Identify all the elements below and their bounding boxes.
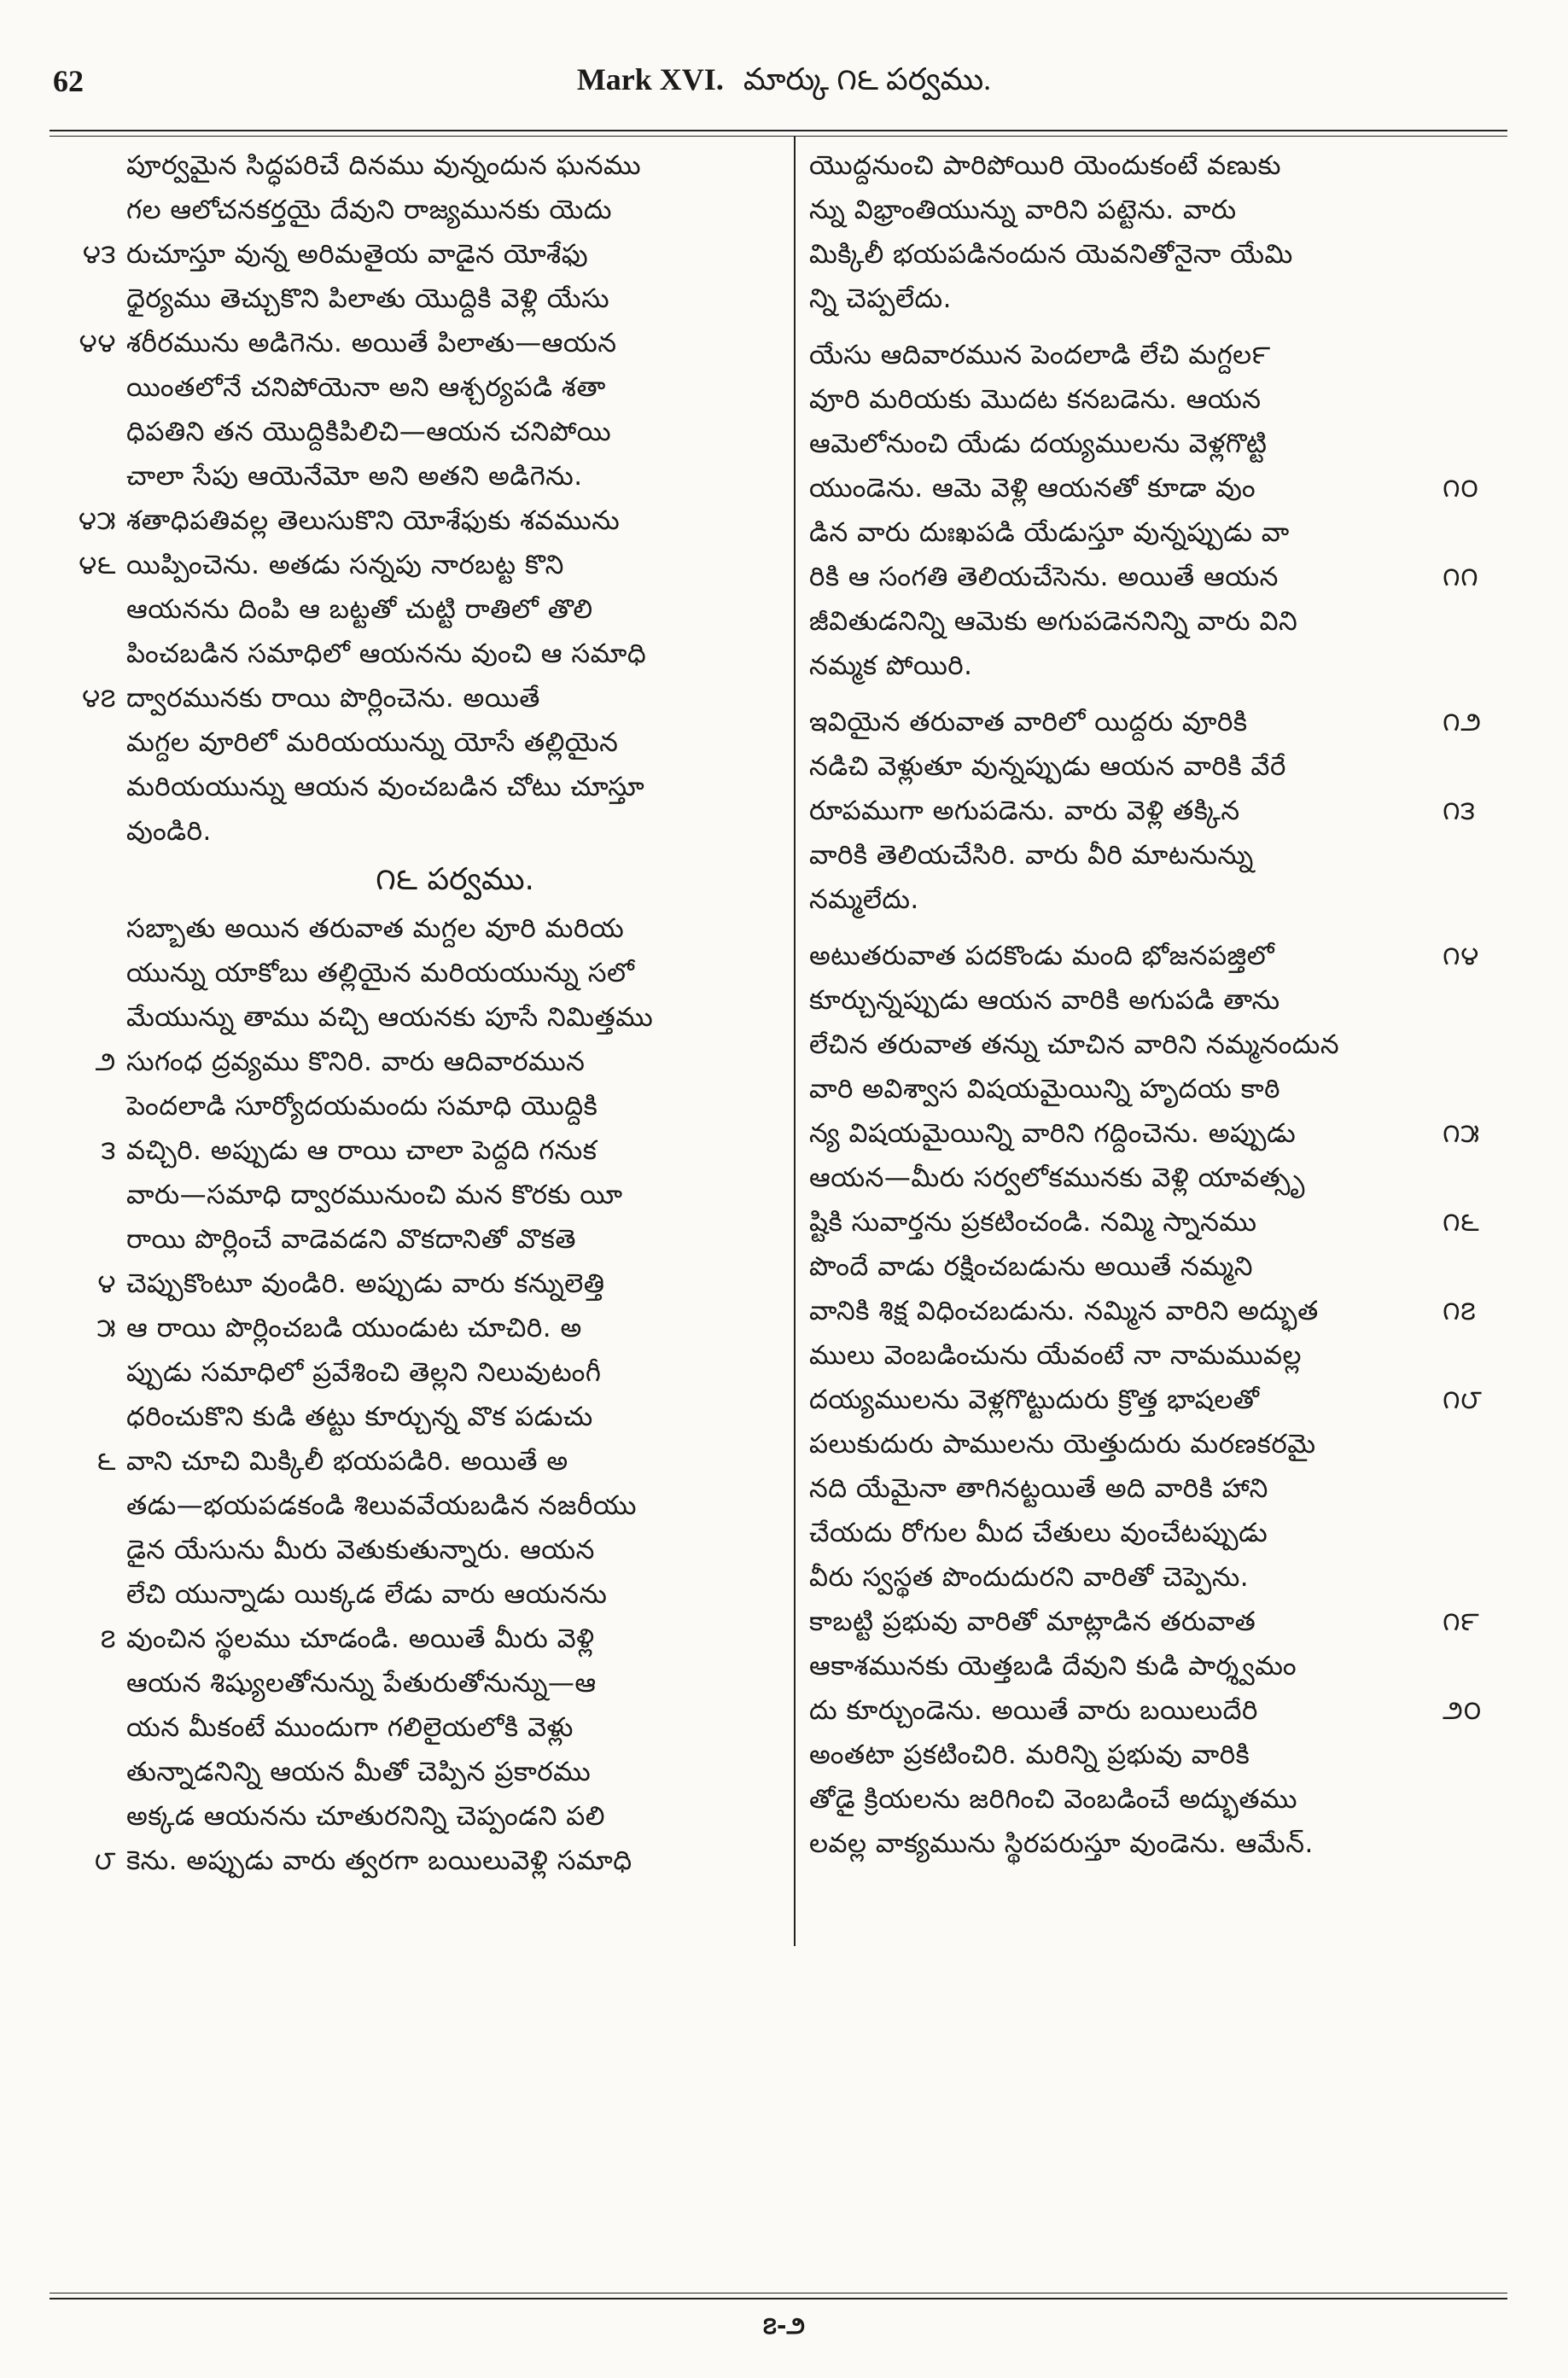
line-text: పెందలాడి సూర్యోదయమందు సమాధి యొద్దికి <box>126 1091 598 1122</box>
line-text: ఆకాశమునకు యెత్తబడి దేవుని కుడి పార్శ్వమం <box>809 1651 1297 1682</box>
line-text: ష్టికి సువార్తను ప్రకటించండి. నమ్మి స్నానము <box>809 1207 1257 1238</box>
paragraph-gap <box>809 321 1466 333</box>
text-line <box>809 232 1466 277</box>
line-text: తోడై క్రియలను జరిగించి వెంబడించే అద్భుతము <box>809 1784 1298 1815</box>
verse-number: ౪౩ <box>82 239 116 270</box>
text-line <box>809 1821 1466 1866</box>
line-text: న్ని చెప్పలేదు. <box>809 283 952 314</box>
line-text: కాబట్టి ప్రభువు వారితో మాట్లాడిన తరువాత <box>809 1606 1256 1637</box>
text-line <box>809 510 1466 555</box>
text-line <box>809 877 1466 922</box>
line-text: ఆమెలోనుంచి యేడు దయ్యములను వెళ్లగొట్టి <box>809 428 1268 459</box>
text-line <box>96 1306 784 1350</box>
text-line <box>94 1839 784 1883</box>
text-line <box>126 951 784 995</box>
line-text: జీవితుడనిన్ని ఆమెకు అగుపడెననిన్ని వారు విని <box>809 606 1298 637</box>
verse-number: ౧౬ <box>1443 1207 1480 1238</box>
text-line <box>126 587 784 632</box>
line-text: డిన వారు దుఃఖపడి యేడుస్తూ వున్నప్పుడు వా <box>809 517 1290 548</box>
line-text: దు కూర్చుండెను. అయితే వారు బయిలుదేరి <box>809 1695 1258 1726</box>
text-line <box>809 1244 1466 1289</box>
line-text: రికి ఆ సంగతి తెలియచేసెను. అయితే ఆయన <box>809 562 1279 592</box>
text-line <box>809 1156 1466 1200</box>
verse-number: ౪౫ <box>78 505 116 536</box>
line-text: ఆయనను దింపి ఆ బట్టతో చుట్టి రాతిలో తొలి <box>126 594 593 625</box>
paragraph-gap <box>809 688 1466 700</box>
text-line <box>809 1600 1480 1644</box>
column-divider <box>794 137 796 1946</box>
verse-number: ౨ <box>95 1046 116 1077</box>
line-text: చెప్పుకొంటూ వుండిరి. అప్పుడు వారు కన్నులెత్తి <box>126 1268 605 1299</box>
text-line <box>79 543 784 587</box>
line-text: వానికి శిక్ష విధించబడును. నమ్మిన వారిని అద్భుత <box>809 1296 1319 1326</box>
verse-number: ౪౭ <box>81 683 116 714</box>
line-text: యిప్పించెను. అతడు సన్నపు నారబట్ట కొని <box>126 550 564 580</box>
text-line <box>126 720 784 765</box>
page-number: 62 <box>53 64 84 98</box>
line-text: ఆయన శిష్యులతోనున్ను పేతురుతోనున్ను—ఆ <box>126 1668 597 1699</box>
text-line <box>809 1733 1466 1777</box>
line-text: నమ్మక పోయిరి. <box>809 650 973 681</box>
line-text: ఇవియైన తరువాత వారిలో యిద్దరు వూరికి <box>809 707 1248 737</box>
text-line <box>126 1572 784 1617</box>
line-text: యున్ను యాకోబు తల్లియైన మరియయున్ను సలో <box>126 958 635 988</box>
line-text: పొందే వాడు రక్షించబడును అయితే నమ్మని <box>809 1251 1254 1282</box>
text-line <box>809 188 1466 232</box>
text-line <box>809 1200 1480 1244</box>
verse-number: ౧౧ <box>1443 562 1479 592</box>
line-text: నడిచి వెళ్లుతూ వున్నప్పుడు ఆయన వారికి వేరే <box>809 751 1286 782</box>
text-line <box>809 1422 1466 1466</box>
verse-number: ౩ <box>101 1135 116 1166</box>
line-text: పలుకుదురు పాములను యెత్తుదురు మరణకరమై <box>809 1429 1316 1460</box>
text-line <box>126 277 784 321</box>
line-text: అక్కడ ఆయనను చూతురనిన్ని చెప్పండని పలి <box>126 1801 606 1832</box>
text-line <box>79 321 784 365</box>
line-text: మేయున్ను తాము వచ్చి ఆయనకు పూసే నిమిత్తము <box>126 1002 654 1033</box>
verse-number: ౨౦ <box>1443 1695 1482 1726</box>
verse-number: ౧౪ <box>1443 941 1479 971</box>
line-text: అంతటా ప్రకటించిరి. మరిన్ని ప్రభువు వారికి <box>809 1740 1250 1770</box>
line-text: యొద్దనుంచి పారిపోయిరి యెందుకంటే వణుకు <box>809 150 1281 181</box>
line-text: వారి అవిశ్వాస విషయమైయిన్ని హృదయ కాఠి <box>809 1074 1280 1104</box>
text-line <box>809 789 1476 833</box>
text-line <box>82 232 784 277</box>
line-text: తడు—భయపడకండి శిలువవేయబడిన నజరీయు <box>126 1490 637 1521</box>
line-text: వారికి తెలియచేసిరి. వారు వీరి మాటనున్ను <box>809 840 1254 871</box>
line-text: లేచి యున్నాడు యిక్కడ లేడు వారు ఆయనను <box>126 1579 608 1610</box>
verse-number: ౧౦ <box>1443 473 1479 504</box>
line-text: కూర్చున్నప్పుడు ఆయన వారికి అగుపడి తాను <box>809 985 1280 1016</box>
text-line <box>126 188 784 232</box>
chapter-heading: ౧౬ పర్వము. <box>376 862 534 897</box>
verse-number: ౧౨ <box>1443 707 1482 737</box>
text-line <box>809 377 1466 422</box>
text-line <box>809 934 1479 978</box>
line-text: ద్వారమునకు రాయి పొర్లించెను. అయితే <box>126 683 540 714</box>
text-line <box>809 1023 1466 1067</box>
signature-mark: ౭-౨ <box>762 2311 806 2340</box>
line-text: న్ను విభ్రాంతియున్ను వారిని పట్టెను. వారు <box>809 195 1237 225</box>
line-text: డైన యేసును మీరు వెతుకుతున్నారు. ఆయన <box>126 1535 595 1565</box>
text-line <box>809 1644 1466 1688</box>
text-line <box>809 277 1466 321</box>
text-line <box>101 1128 784 1173</box>
text-line <box>126 1794 784 1839</box>
line-text: సబ్బాతు అయిన తరువాత మగ్దల వూరి మరియ <box>126 913 625 944</box>
line-text: ములు వెంబడించును యేవంటే నా నామమువల్ల <box>809 1340 1302 1371</box>
line-text: రాయి పొర్లించే వాడెవడని వొకదానితో వొకతె <box>126 1224 577 1255</box>
text-line <box>126 143 784 188</box>
verse-number: ౧౫ <box>1443 1118 1480 1149</box>
running-head <box>0 61 1568 105</box>
verse-number: ౧౩ <box>1443 796 1476 826</box>
text-line <box>809 333 1466 377</box>
text-line <box>809 1378 1483 1422</box>
text-line <box>126 410 784 454</box>
verse-number: ౧౭ <box>1443 1296 1477 1326</box>
text-line <box>809 700 1482 744</box>
text-line <box>809 1688 1482 1733</box>
verse-number: ౪ <box>97 1268 116 1299</box>
text-line <box>126 995 784 1040</box>
text-line <box>809 978 1466 1023</box>
text-line <box>809 644 1466 688</box>
line-text: యింతలోనే చనిపోయెనా అని ఆశ్చర్యపడి శతా <box>126 372 606 403</box>
text-line <box>126 1217 784 1262</box>
paragraph-gap <box>809 922 1466 934</box>
line-text: లవల్ల వాక్యమును స్థిరపరుస్తూ వుండెను. ఆమేన్. <box>809 1828 1314 1859</box>
text-line <box>126 1395 784 1439</box>
text-line <box>100 1617 784 1661</box>
verse-number: ౪౪ <box>79 328 116 358</box>
text-line <box>809 1067 1466 1111</box>
line-text: వచ్చిరి. అప్పుడు ఆ రాయి చాలా పెద్దది గనుక <box>126 1135 597 1166</box>
text-line <box>126 809 784 854</box>
line-text: వీరు స్వస్థత పొందుదురని వారితో చెప్పెను. <box>809 1562 1250 1593</box>
line-text: పించబడిన సమాధిలో ఆయనను వుంచి ఆ సమాధి <box>126 638 647 669</box>
text-line <box>809 143 1466 188</box>
text-line <box>809 1333 1466 1378</box>
line-text: న్య విషయమైయిన్ని వారిని గద్దించెను. అప్పుడు <box>809 1118 1297 1149</box>
text-line <box>126 1528 784 1572</box>
line-text: వుండిరి. <box>126 816 212 847</box>
line-text: మిక్కిలీ భయపడినందున యెవనితోనైనా యేమి <box>809 239 1293 270</box>
line-text: శరీరమును అడిగెను. అయితే పిలాతు—ఆయన <box>126 328 617 358</box>
verse-number: ౧౮ <box>1443 1384 1483 1415</box>
line-text: యన మీకంటే ముందుగా గలిలైయలోకి వెళ్లు <box>126 1712 574 1743</box>
line-text: పూర్వమైన సిద్ధపరిచే దినము వున్నందున ఘనము <box>126 150 642 181</box>
text-line <box>809 555 1479 599</box>
text-line <box>809 422 1466 466</box>
text-line <box>126 1705 784 1750</box>
verse-number: ౭ <box>100 1623 116 1654</box>
line-text: ప్పుడు సమాధిలో ప్రవేశించి తెల్లని నిలువుటంగీ <box>126 1357 602 1388</box>
line-text: శతాధిపతివల్ల తెలుసుకొని యోశేఫుకు శవమును <box>126 505 621 536</box>
text-line <box>126 365 784 410</box>
text-line <box>809 1466 1466 1511</box>
text-line <box>809 1555 1466 1600</box>
telugu-title: మార్కు ౧౬ పర్వము. <box>743 62 992 96</box>
line-text: నమ్మలేదు. <box>809 884 919 915</box>
text-line <box>126 1350 784 1395</box>
text-line <box>809 1511 1466 1555</box>
text-line <box>126 1084 784 1128</box>
line-text: ఆ రాయి పొర్లించబడి యుండుట చూచిరి. అ <box>126 1313 582 1343</box>
line-text: చేయదు రోగుల మీద చేతులు వుంచేటప్పుడు <box>809 1518 1268 1548</box>
line-text: యేసు ఆదివారమున పెందలాడి లేచి మగ్దల౯ <box>809 340 1271 370</box>
verse-number: ౫ <box>96 1313 116 1343</box>
text-line <box>809 599 1466 644</box>
text-line <box>95 1040 784 1084</box>
line-text: దయ్యములను వెళ్లగొట్టుదురు క్రొత్త భాషలతో <box>809 1384 1260 1415</box>
line-text: యుండెను. ఆమె వెళ్లి ఆయనతో కూడా వుం <box>809 473 1256 504</box>
text-line <box>126 906 784 951</box>
line-text: రూపముగా అగుపడెను. వారు వెళ్లి తక్కిన <box>809 796 1240 826</box>
line-text: వాని చూచి మిక్కిలీ భయపడిరి. అయితే అ <box>126 1446 568 1477</box>
line-text: ఆయన—మీరు సర్వలోకమునకు వెళ్లి యావత్సృ <box>809 1163 1305 1193</box>
line-text: వుంచిన స్థలము చూడండి. అయితే మీరు వెళ్లి <box>126 1623 595 1654</box>
text-line <box>96 1439 784 1483</box>
line-text: లేచిన తరువాత తన్ను చూచిన వారిని నమ్మనందున <box>809 1029 1340 1060</box>
verse-number: ౮ <box>94 1845 116 1876</box>
text-line <box>126 632 784 676</box>
line-text: గల ఆలోచనకర్తయై దేవుని రాజ్యమునకు యెదు <box>126 195 612 225</box>
line-text: మగ్దల వూరిలో మరియయున్ను యోసే తల్లియైన <box>126 727 619 758</box>
text-line <box>126 454 784 498</box>
line-text: వూరి మరియకు మొదట కనబడెను. ఆయన <box>809 384 1262 415</box>
text-line <box>126 765 784 809</box>
line-text: ధిపతిని తన యొద్దికిపిలిచి—ఆయన చనిపోయి <box>126 417 612 447</box>
text-line <box>809 1777 1466 1821</box>
text-line <box>809 833 1466 877</box>
verse-number: ౧౯ <box>1443 1606 1480 1637</box>
line-text: సుగంధ ద్రవ్యము కొనిరి. వారు ఆదివారమున <box>126 1046 586 1077</box>
verse-number: ౬ <box>96 1446 116 1477</box>
text-line <box>126 1750 784 1794</box>
text-line <box>126 1661 784 1705</box>
text-line <box>78 498 784 543</box>
line-text: చాలా సేపు ఆయెనేమో అని అతని అడిగెను. <box>126 461 583 492</box>
text-line <box>97 1262 784 1306</box>
line-text: అటుతరువాత పదకొండు మంది భోజనపజ్తిలో <box>809 941 1275 971</box>
line-text: నది యేమైనా తాగినట్టయితే అది వారికి హాని <box>809 1473 1268 1504</box>
text-line <box>809 744 1466 789</box>
right-column <box>809 143 1483 1866</box>
line-text: మరియయున్ను ఆయన వుంచబడిన చోటు చూస్తూ <box>126 772 645 802</box>
text-line <box>809 1289 1477 1333</box>
line-text: కెను. అప్పుడు వారు త్వరగా బయిలువెళ్లి సమాధి <box>126 1845 632 1876</box>
line-text: ధరించుకొని కుడి తట్టు కూర్చున్న వొక పడుచు <box>126 1402 593 1432</box>
line-text: ధైర్యము తెచ్చుకొని పిలాతు యొద్దికి వెళ్లి యేసు <box>126 283 610 314</box>
text-line <box>809 1111 1480 1156</box>
text-line <box>126 1173 784 1217</box>
text-line <box>809 466 1479 510</box>
line-text: వారు—సమాధి ద్వారమునుంచి మన కొరకు యీ <box>126 1180 623 1210</box>
text-line <box>81 676 784 720</box>
line-text: తున్నాడనిన్ని ఆయన మీతో చెప్పిన ప్రకారము <box>126 1757 592 1787</box>
text-line <box>126 1483 784 1528</box>
book-title: Mark XVI. <box>576 62 724 96</box>
line-text: రుచూస్తూ వున్న అరిమతైయ వాడైన యోశేఫు <box>126 239 589 270</box>
left-column <box>78 143 784 1883</box>
verse-number: ౪౬ <box>79 550 116 580</box>
